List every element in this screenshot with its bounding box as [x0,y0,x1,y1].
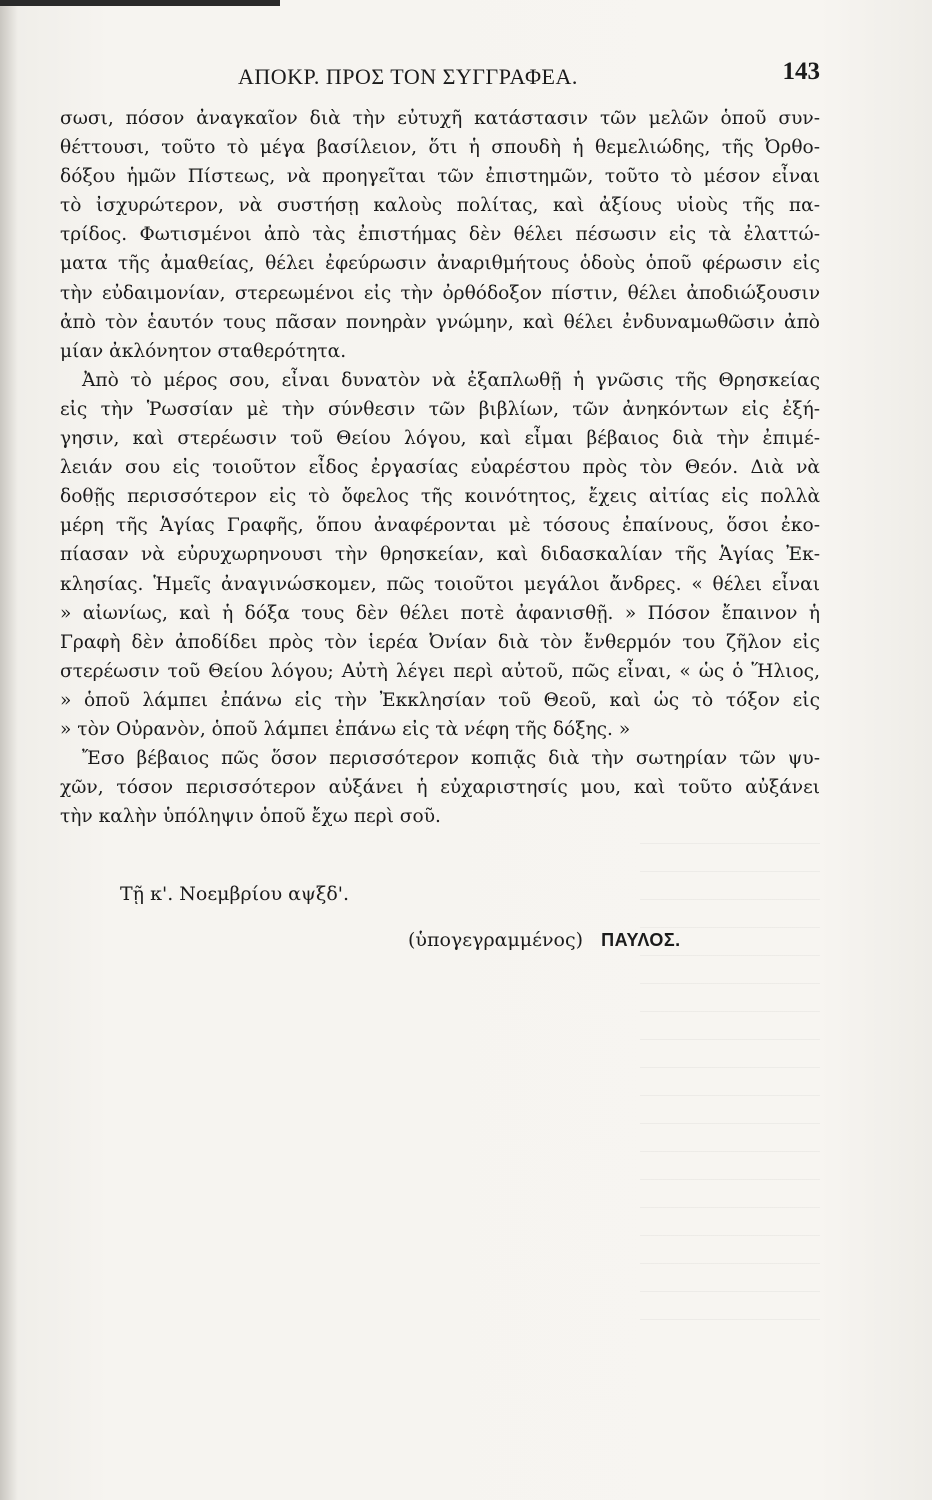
text-line: χῶν, τόσον περισσότερον αὐξάνει ἡ εὐχαριστησίς μου, καὶ τοῦτο αὐξάνει [60,777,820,799]
text-line: εἰς τὴν Ῥωσσίαν μὲ τὴν σύνθεσιν τῶν βιβλίων, τῶν ἀνηκόντων εἰς ἐξή- [60,398,820,420]
text-line: θέττουσι, τοῦτο τὸ μέγα βασίλειον, ὅτι ἡ σπουδὴ ἡ θεμελιώδης, τῆς Ὀρθο- [60,137,820,159]
text-line: Ἔσο βέβαιος πῶς ὅσον περισσότερον κοπιᾷς διὰ τὴν σωτηρίαν τῶν ψυ- [82,748,820,770]
text-line: τὴν καλὴν ὑπόληψιν ὁποῦ ἔχω περὶ σοῦ. [60,806,441,828]
text-line: δόξου ἡμῶν Πίστεως, νὰ προηγεῖται τῶν ἐπιστημῶν, τοῦτο τὸ μέσον εἶναι [60,166,820,188]
text-line: Ἀπὸ τὸ μέρος σου, εἶναι δυνατὸν νὰ ἐξαπλωθῇ ἡ γνῶσις τῆς Θρησκείας [82,369,820,391]
text-line: πίασαν νὰ εὐρυχωρηνουσι τὴν θρησκείαν, καὶ διδασκαλίαν τῆς Ἁγίας Ἐκ- [60,544,820,566]
bleed-through-texture [640,820,820,1320]
page-header [60,58,820,94]
text-line: ματα τῆς ἀμαθείας, θέλει ἐφεύρωσιν ἀναριθμήτους ὁδοὺς ὁποῦ φέρωσιν εἰς [60,253,820,275]
signature-name: ΠΑΥΛΟΣ. [601,930,681,950]
letter-date: Τῇ κ'. Νοεμβρίου αψξδ'. [120,883,350,905]
body-text [60,104,820,831]
text-line: τὸ ἰσχυρώτερον, νὰ συστήσῃ καλοὺς πολίτας, καὶ ἀξίους υἱοὺς τῆς πα- [60,195,820,217]
text-line: μέρη τῆς Ἁγίας Γραφῆς, ὅπου ἀναφέρονται μὲ τόσους ἐπαίνους, ὅσοι ἐκο- [60,515,820,537]
text-line: δοθῇς περισσότερον εἰς τὸ ὄφελος τῆς κοινότητος, ἔχεις αἰτίας εἰς πολλὰ [60,486,820,508]
text-line: μίαν ἀκλόνητον σταθερότητα. [60,340,347,362]
text-line: κλησίας. Ἡμεῖς ἀναγινώσκομεν, πῶς τοιοῦτοι μεγάλοι ἄνδρες. « θέλει εἶναι [60,573,820,595]
text-line: σωσι, πόσον ἀναγκαῖον διὰ τὴν εὐτυχῆ κατάστασιν τῶν μελῶν ὁποῦ συν- [60,108,820,129]
page-number: 143 [782,58,820,85]
text-line: λειάν σου εἰς τοιοῦτον εἶδος ἐργασίας εὐαρέστου πρὸς τὸν Θεόν. Διὰ νὰ [60,457,820,479]
text-line: ἀπὸ τὸν ἑαυτόν τους πᾶσαν πονηρὰν γνώμην, καὶ θέλει ἐνδυναμωθῶσιν ἀπὸ [60,311,820,333]
running-head: ΑΠΟΚΡ. ΠΡΟΣ ΤΟΝ ΣΥΓΓΡΑΦΕΑ. [238,64,578,89]
text-line: γησιν, καὶ στερέωσιν τοῦ Θείου λόγου, καὶ εἶμαι βέβαιος διὰ τὴν ἐπιμέ- [60,428,820,450]
gutter-shadow [0,0,18,1500]
text-line: » τὸν Οὐρανὸν, ὁποῦ λάμπει ἐπάνω εἰς τὰ νέφη τῆς δόξης. » [60,718,631,740]
text-line: » αἰωνίως, καὶ ἡ δόξα τους δὲν θέλει ποτὲ ἀφανισθῇ. » Πόσον ἔπαινον ἡ [60,602,820,624]
text-line: Γραφὴ δὲν ἀποδίδει πρὸς τὸν ἱερέα Ὀνίαν διὰ τὸν ἔνθερμόν του ζῆλον εἰς [60,631,820,653]
top-edge-mark [0,0,280,6]
signature-note: (ὑπογεγραμμένος) [408,929,584,951]
text-line: » ὁποῦ λάμπει ἐπάνω εἰς τὴν Ἐκκλησίαν τοῦ Θεοῦ, καὶ ὡς τὸ τόξον εἰς [60,689,820,711]
text-line: τρίδος. Φωτισμένοι ἀπὸ τὰς ἐπιστήμας δὲν θέλει πέσωσιν εἰς τὰ ἐλαττώ- [60,224,820,246]
text-line: στερέωσιν τοῦ Θείου λόγου; Αὐτὴ λέγει περὶ αὐτοῦ, πῶς εἶναι, « ὡς ὁ Ἥλιος, [60,660,820,682]
text-line: τὴν εὐδαιμονίαν, στερεωμένοι εἰς τὴν ὀρθόδοξον πίστιν, θέλει ἀποδιώξουσιν [60,282,820,304]
